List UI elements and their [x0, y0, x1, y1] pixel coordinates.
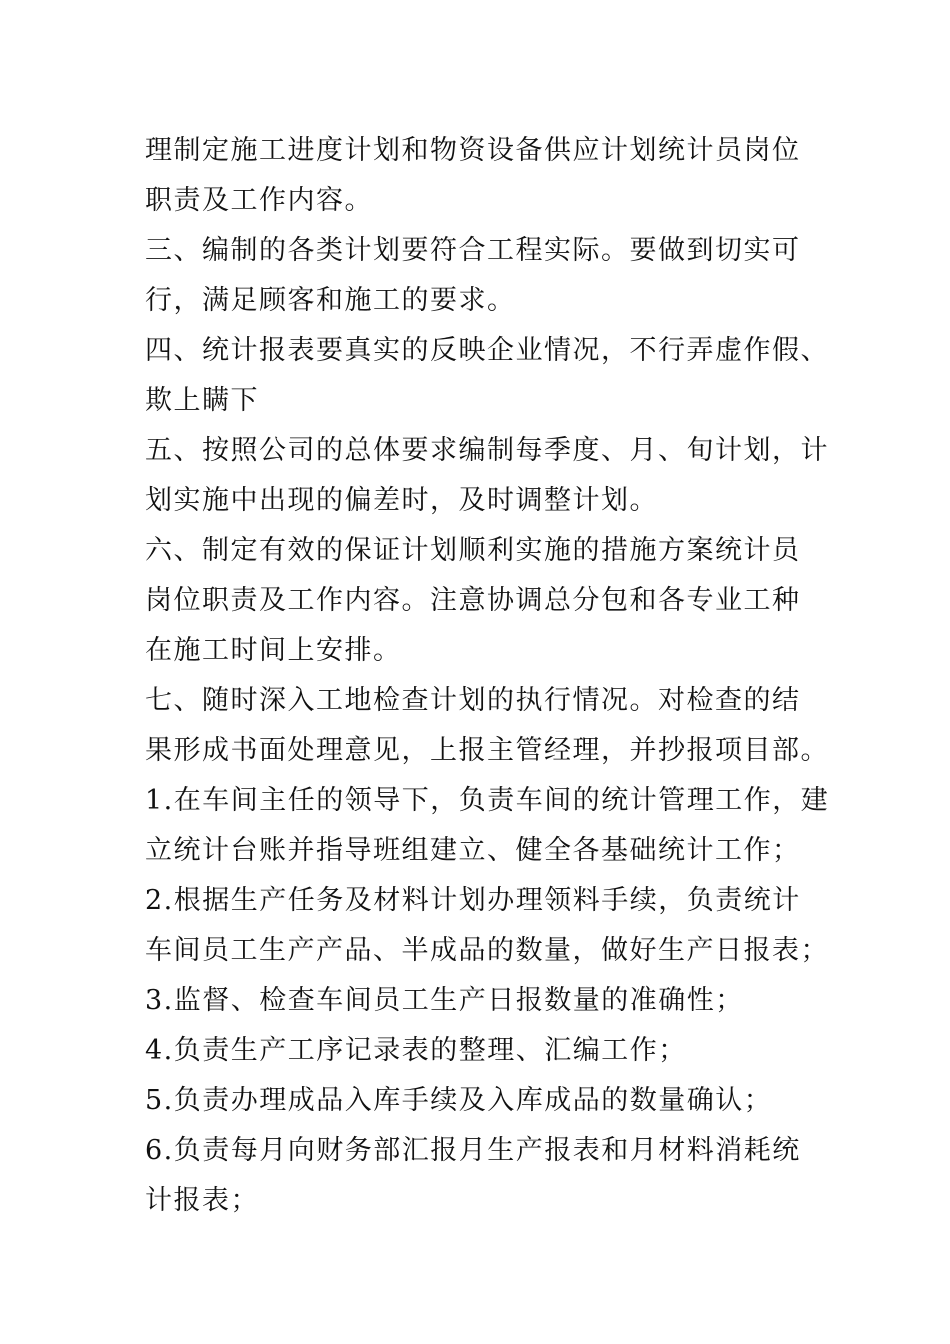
text-line: 七、随时深入工地检查计划的执行情况。对检查的结 [145, 685, 801, 716]
text-line: 3.监督、检查车间员工生产日报数量的准确性； [145, 985, 744, 1016]
text-line: 1.在车间主任的领导下，负责车间的统计管理工作，建 [145, 785, 830, 816]
text-line: 2.根据生产任务及材料计划办理领料手续，负责统计 [145, 885, 801, 916]
text-line: 6.负责每月向财务部汇报月生产报表和月材料消耗统 [145, 1135, 801, 1166]
text-line: 计报表； [145, 1185, 259, 1216]
document-body [145, 126, 830, 1226]
text-line: 4.负责生产工序记录表的整理、汇编工作； [145, 1035, 687, 1066]
text-line: 划实施中出现的偏差时，及时调整计划。 [145, 485, 658, 516]
text-line: 职责及工作内容。 [145, 185, 373, 216]
text-line: 理制定施工进度计划和物资设备供应计划统计员岗位 [145, 135, 801, 166]
text-line: 在施工时间上安排。 [145, 635, 402, 666]
text-line: 欺上瞒下 [145, 385, 259, 416]
text-line: 岗位职责及工作内容。注意协调总分包和各专业工种 [145, 585, 801, 616]
text-line: 果形成书面处理意见，上报主管经理，并抄报项目部。 [145, 735, 829, 766]
text-line: 车间员工生产产品、半成品的数量，做好生产日报表； [145, 935, 829, 966]
text-line: 三、编制的各类计划要符合工程实际。要做到切实可 [145, 235, 801, 266]
text-line: 立统计台账并指导班组建立、健全各基础统计工作； [145, 835, 801, 866]
text-line: 四、统计报表要真实的反映企业情况，不行弄虚作假、 [145, 335, 829, 366]
text-line: 六、制定有效的保证计划顺利实施的措施方案统计员 [145, 535, 801, 566]
text-line: 五、按照公司的总体要求编制每季度、月、旬计划，计 [145, 435, 829, 466]
text-line: 行，满足顾客和施工的要求。 [145, 285, 516, 316]
text-line: 5.负责办理成品入库手续及入库成品的数量确认； [145, 1085, 773, 1116]
